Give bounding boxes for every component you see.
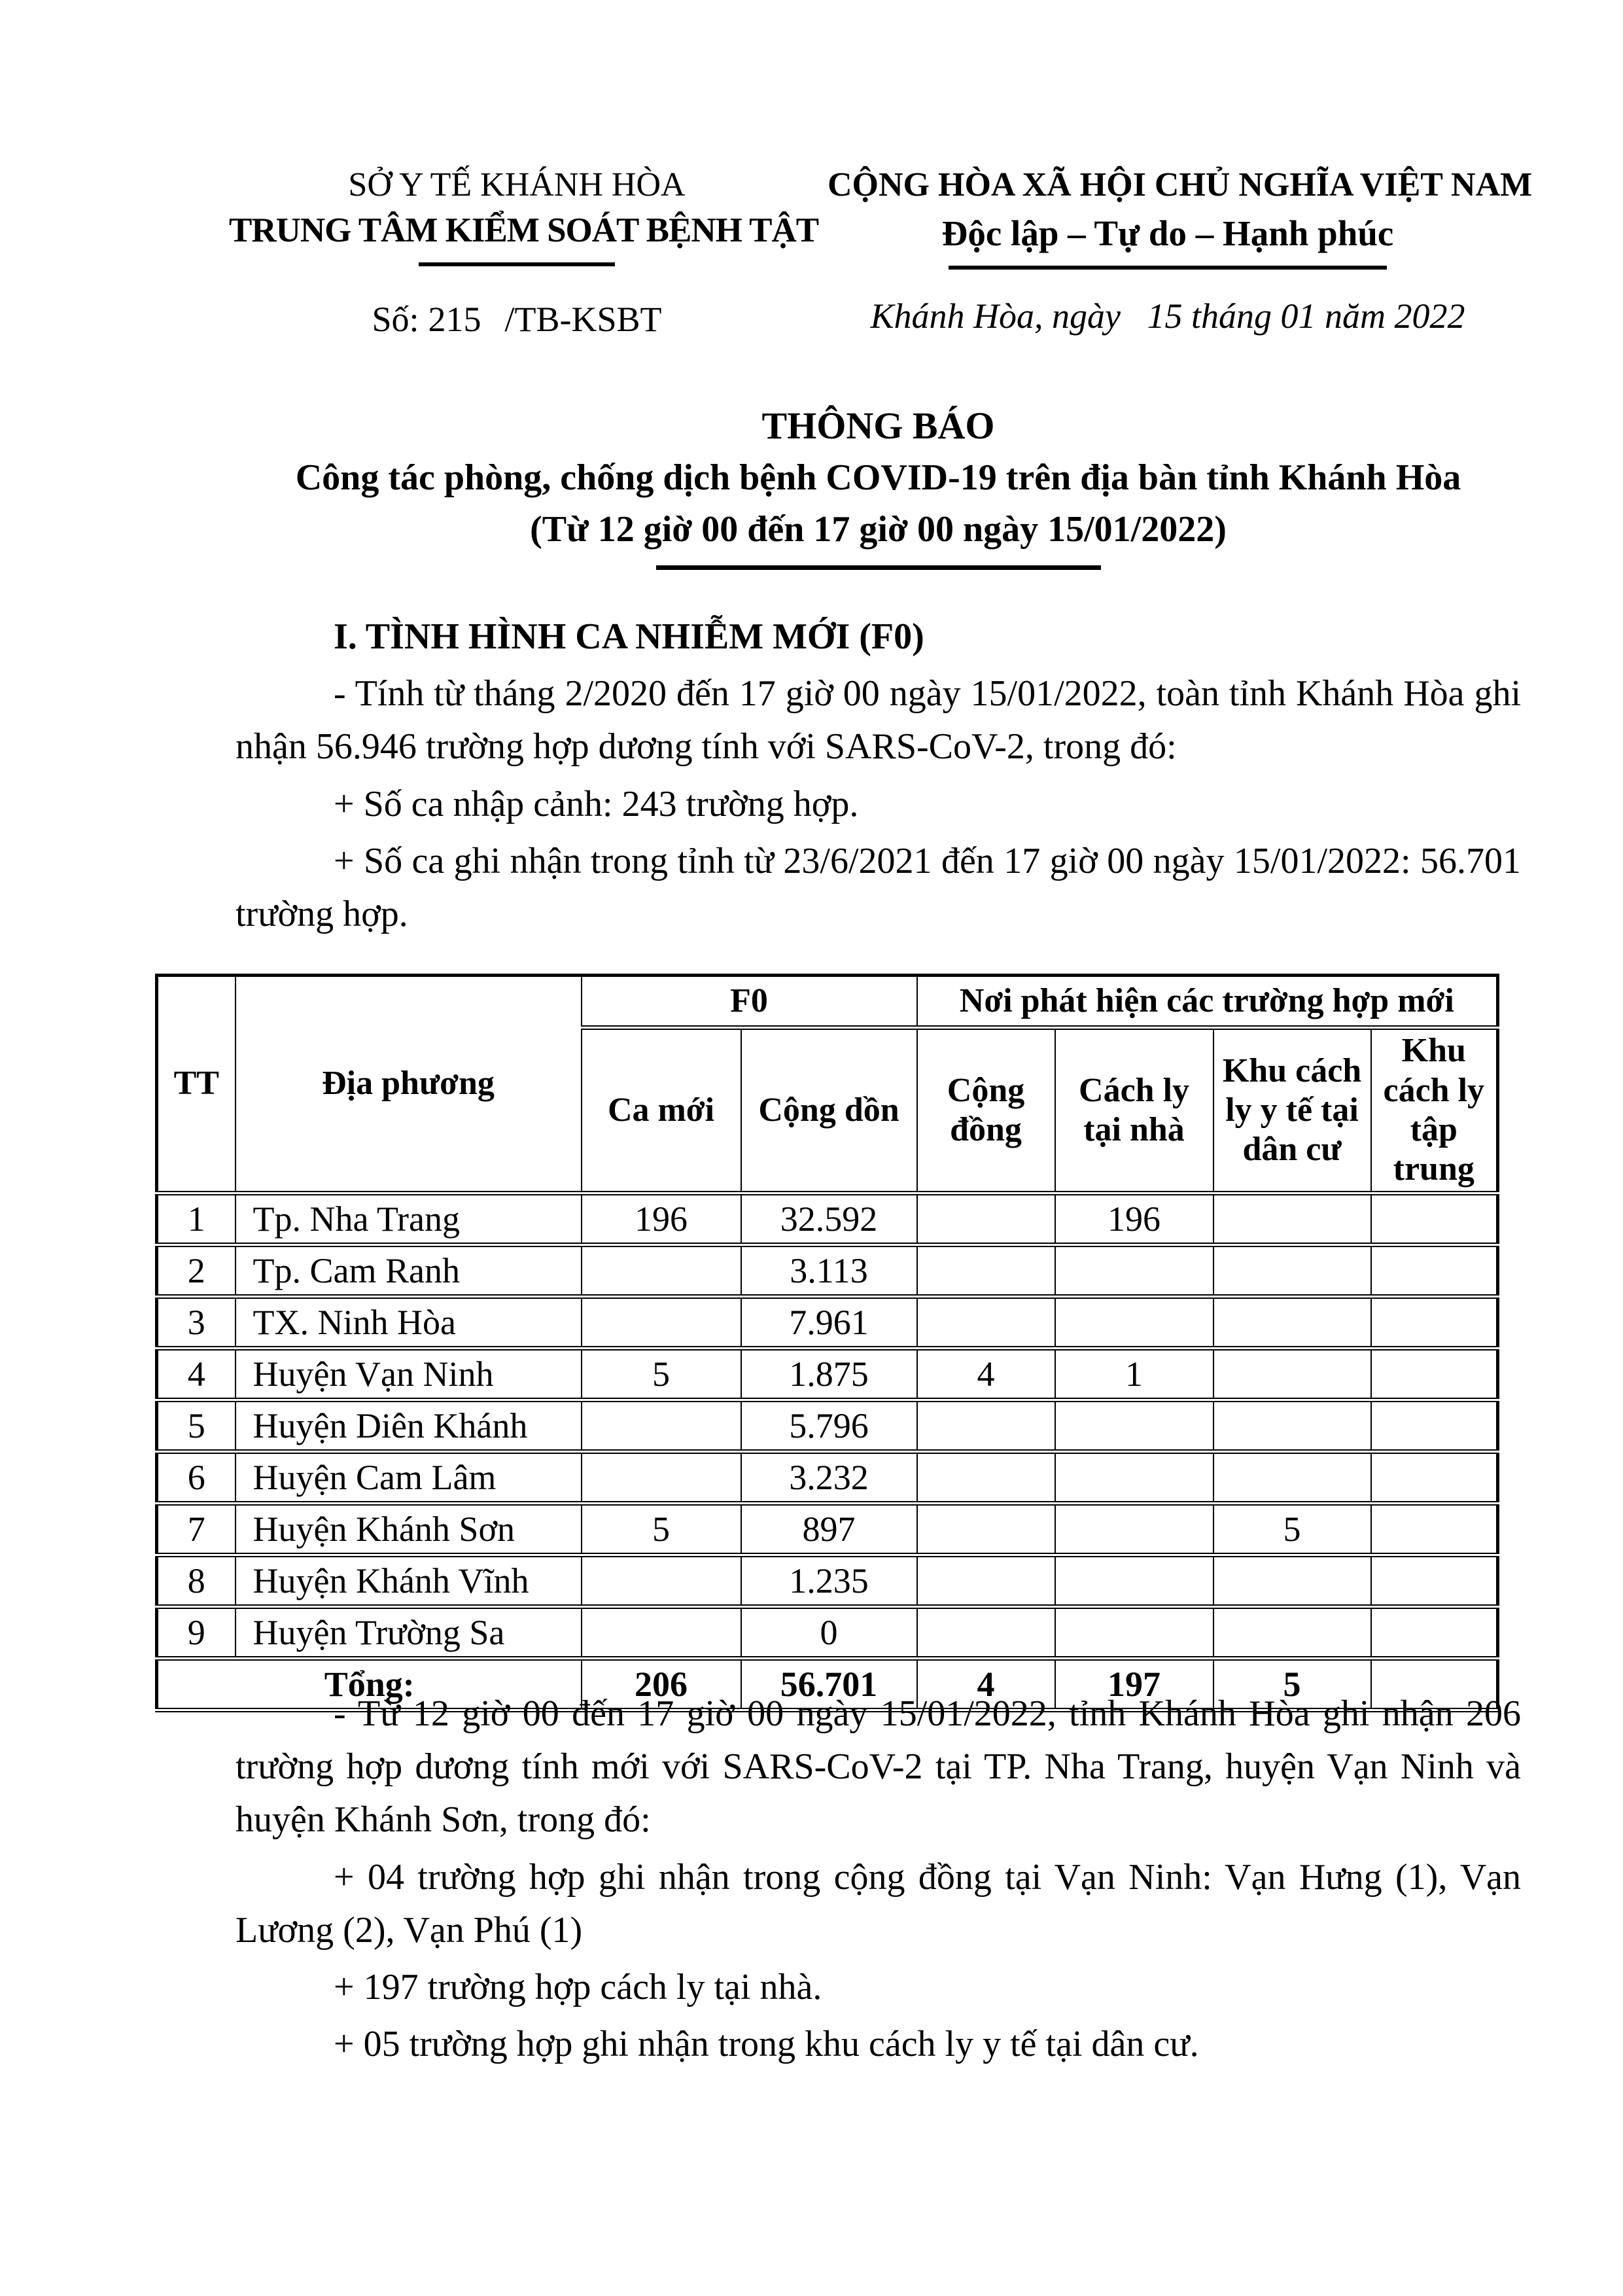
cell-tt: 5 [157,1400,236,1452]
cell-cach-ly-tai-nha [1055,1607,1213,1659]
covid-stats-table [155,974,1499,1712]
document-number-label: Số: [372,300,419,340]
letterhead [0,164,1623,380]
table-row [157,1504,1498,1555]
cell-khu-cach-ly-tap-trung [1371,1245,1498,1297]
section-1-heading: I. TÌNH HÌNH CA NHIỄM MỚI (F0) [334,616,924,657]
cell-cong-don: 5.796 [741,1400,917,1452]
table-row [157,1400,1498,1452]
table-row [157,1193,1498,1245]
cell-cach-ly-tai-nha [1055,1555,1213,1607]
table-row [157,1452,1498,1504]
title-underline [656,565,1101,570]
cell-cach-ly-tai-nha [1055,1400,1213,1452]
table-row [157,1297,1498,1349]
col-group-noi-phat-hien: Nơi phát hiện các trường hợp mới [917,976,1498,1028]
cell-cong-don: 897 [741,1504,917,1555]
org-name-underline [419,262,615,266]
cell-tt: 3 [157,1297,236,1349]
cell-total-label: Tổng: [157,1659,582,1710]
org-name: TRUNG TÂM KIỂM SOÁT BỆNH TẬT [229,211,819,249]
cell-ca-moi [582,1297,741,1349]
national-title: CỘNG HÒA XÃ HỘI CHỦ NGHĨA VIỆT NAM [828,166,1533,203]
para-local-cases: + Số ca ghi nhận trong tỉnh từ 23/6/2021 đến 17 giờ 00 ngày 15/01/2022: 56.701 trường hợp. [236,840,1521,934]
cell-cong-dong: 4 [917,1349,1055,1400]
cell-cong-don: 3.113 [741,1245,917,1297]
col-header-khu-cach-ly-y-te: Khu cách ly y tế tại dân cư [1213,1028,1371,1193]
document-period: (Từ 12 giờ 00 đến 17 giờ 00 ngày 15/01/2022) [530,508,1227,550]
cell-cach-ly-tai-nha [1055,1297,1213,1349]
cell-khu-cach-ly-y-te [1213,1607,1371,1659]
cell-ca-moi: 196 [582,1193,741,1245]
table-row [157,1555,1498,1607]
document-title: THÔNG BÁO [761,404,995,447]
cell-cong-don: 7.961 [741,1297,917,1349]
cell-cach-ly-tai-nha [1055,1245,1213,1297]
cell-tt: 7 [157,1504,236,1555]
cell-khu-cach-ly-tap-trung [1371,1400,1498,1452]
table-row [157,1607,1498,1659]
cell-khu-cach-ly-y-te [1213,1193,1371,1245]
issuing-org-block [229,164,819,340]
cell-dia-phuong: Tp. Nha Trang [236,1193,582,1245]
cell-ca-moi: 5 [582,1349,741,1400]
col-header-dia-phuong: Địa phương [236,976,582,1193]
cell-khu-cach-ly-y-te [1213,1349,1371,1400]
cell-cach-ly-tai-nha [1055,1504,1213,1555]
document-number-value: 215 [428,300,481,340]
cell-cong-don: 3.232 [741,1452,917,1504]
cell-cong-dong [917,1452,1055,1504]
org-parent-name: SỞ Y TẾ KHÁNH HÒA [348,166,686,203]
col-group-f0: F0 [582,976,917,1028]
cell-total-khu-cach-ly-tap-trung [1371,1659,1498,1710]
cell-cong-don: 0 [741,1607,917,1659]
cell-cach-ly-tai-nha: 196 [1055,1193,1213,1245]
cell-cong-dong [917,1400,1055,1452]
col-header-ca-moi: Ca mới [582,1028,741,1193]
cell-khu-cach-ly-y-te [1213,1297,1371,1349]
cell-dia-phuong: Huyện Cam Lâm [236,1452,582,1504]
cell-khu-cach-ly-y-te [1213,1452,1371,1504]
cell-dia-phuong: Huyện Trường Sa [236,1607,582,1659]
cell-total-ca-moi: 206 [582,1659,741,1710]
cell-ca-moi: 5 [582,1504,741,1555]
cell-tt: 9 [157,1607,236,1659]
cell-tt: 4 [157,1349,236,1400]
para-new-cases-summary: - Từ 12 giờ 00 đến 17 giờ 00 ngày 15/01/2022, tỉnh Khánh Hòa ghi nhận 206 trường hợp dương tính mới với SARS-CoV-2 tại TP. Nha Trang, huyện Vạn Ninh và huyện Khánh Sơn, trong đó: [236,1693,1521,1841]
cell-cach-ly-tai-nha: 1 [1055,1349,1213,1400]
table-total-row [157,1659,1498,1710]
cell-khu-cach-ly-tap-trung [1371,1452,1498,1504]
cell-khu-cach-ly-y-te [1213,1555,1371,1607]
cell-khu-cach-ly-tap-trung [1371,1193,1498,1245]
cell-khu-cach-ly-tap-trung [1371,1349,1498,1400]
cell-cong-dong [917,1245,1055,1297]
cell-khu-cach-ly-y-te: 5 [1213,1504,1371,1555]
cell-ca-moi [582,1607,741,1659]
cell-khu-cach-ly-y-te [1213,1245,1371,1297]
cell-cach-ly-tai-nha [1055,1452,1213,1504]
cell-cong-don: 32.592 [741,1193,917,1245]
cell-cong-don: 1.875 [741,1349,917,1400]
national-motto: Độc lập – Tự do – Hạnh phúc [941,213,1394,253]
cell-cong-dong [917,1193,1055,1245]
cell-total-cach-ly-tai-nha: 197 [1055,1659,1213,1710]
cell-total-cong-dong: 4 [917,1659,1055,1710]
col-header-cach-ly-tai-nha: Cách ly tại nhà [1055,1028,1213,1193]
col-header-cong-dong: Cộng đồng [917,1028,1055,1193]
para-home-quarantine-cases: + 197 trường hợp cách ly tại nhà. [334,1967,822,2008]
cell-tt: 6 [157,1452,236,1504]
document-number-suffix: /TB-KSBT [504,300,662,340]
cell-cong-dong [917,1297,1055,1349]
col-header-khu-cach-ly-tap-trung: Khu cách ly tập trung [1371,1028,1498,1193]
after-table-block [236,1687,1521,2071]
cell-total-cong-don: 56.701 [741,1659,917,1710]
cell-khu-cach-ly-tap-trung [1371,1504,1498,1555]
place-date-line: Khánh Hòa, ngày 15 tháng 01 năm 2022 [870,296,1465,336]
document-number-line [229,299,805,340]
cell-tt: 1 [157,1193,236,1245]
table-row [157,1349,1498,1400]
para-cumulative-total: - Tính từ tháng 2/2020 đến 17 giờ 00 ngày 15/01/2022, toàn tỉnh Khánh Hòa ghi nhận 56.946 trường hợp dương tính với SARS-CoV-2, trong đó: [236,673,1521,768]
col-header-cong-don: Cộng dồn [741,1028,917,1193]
cell-ca-moi [582,1452,741,1504]
para-medical-quarantine-cases: + 05 trường hợp ghi nhận trong khu cách ly y tế tại dân cư. [334,2024,1199,2065]
cell-cong-dong [917,1607,1055,1659]
national-header-block [828,164,1533,336]
cell-dia-phuong: Huyện Khánh Sơn [236,1504,582,1555]
cell-khu-cach-ly-tap-trung [1371,1297,1498,1349]
cell-dia-phuong: Huyện Khánh Vĩnh [236,1555,582,1607]
col-header-tt: TT [157,976,236,1193]
table-row [157,1245,1498,1297]
cell-dia-phuong: TX. Ninh Hòa [236,1297,582,1349]
cell-dia-phuong: Huyện Diên Khánh [236,1400,582,1452]
cell-dia-phuong: Tp. Cam Ranh [236,1245,582,1297]
cell-cong-dong [917,1504,1055,1555]
cell-ca-moi [582,1400,741,1452]
cell-ca-moi [582,1245,741,1297]
cell-khu-cach-ly-y-te [1213,1400,1371,1452]
cell-cong-dong [917,1555,1055,1607]
cell-tt: 2 [157,1245,236,1297]
cell-ca-moi [582,1555,741,1607]
cell-dia-phuong: Huyện Vạn Ninh [236,1349,582,1400]
para-community-cases: + 04 trường hợp ghi nhận trong cộng đồng tại Vạn Ninh: Vạn Hưng (1), Vạn Lương (2), Vạn Phú (1) [236,1856,1521,1951]
cell-total-khu-cach-ly-y-te: 5 [1213,1659,1371,1710]
cell-cong-don: 1.235 [741,1555,917,1607]
document-subtitle: Công tác phòng, chống dịch bệnh COVID-19 trên địa bàn tỉnh Khánh Hòa [295,457,1461,499]
para-imported-cases: + Số ca nhập cảnh: 243 trường hợp. [334,783,859,824]
motto-underline [949,266,1387,270]
cell-khu-cach-ly-tap-trung [1371,1555,1498,1607]
cell-tt: 8 [157,1555,236,1607]
cell-khu-cach-ly-tap-trung [1371,1607,1498,1659]
document-title-block [236,399,1521,570]
